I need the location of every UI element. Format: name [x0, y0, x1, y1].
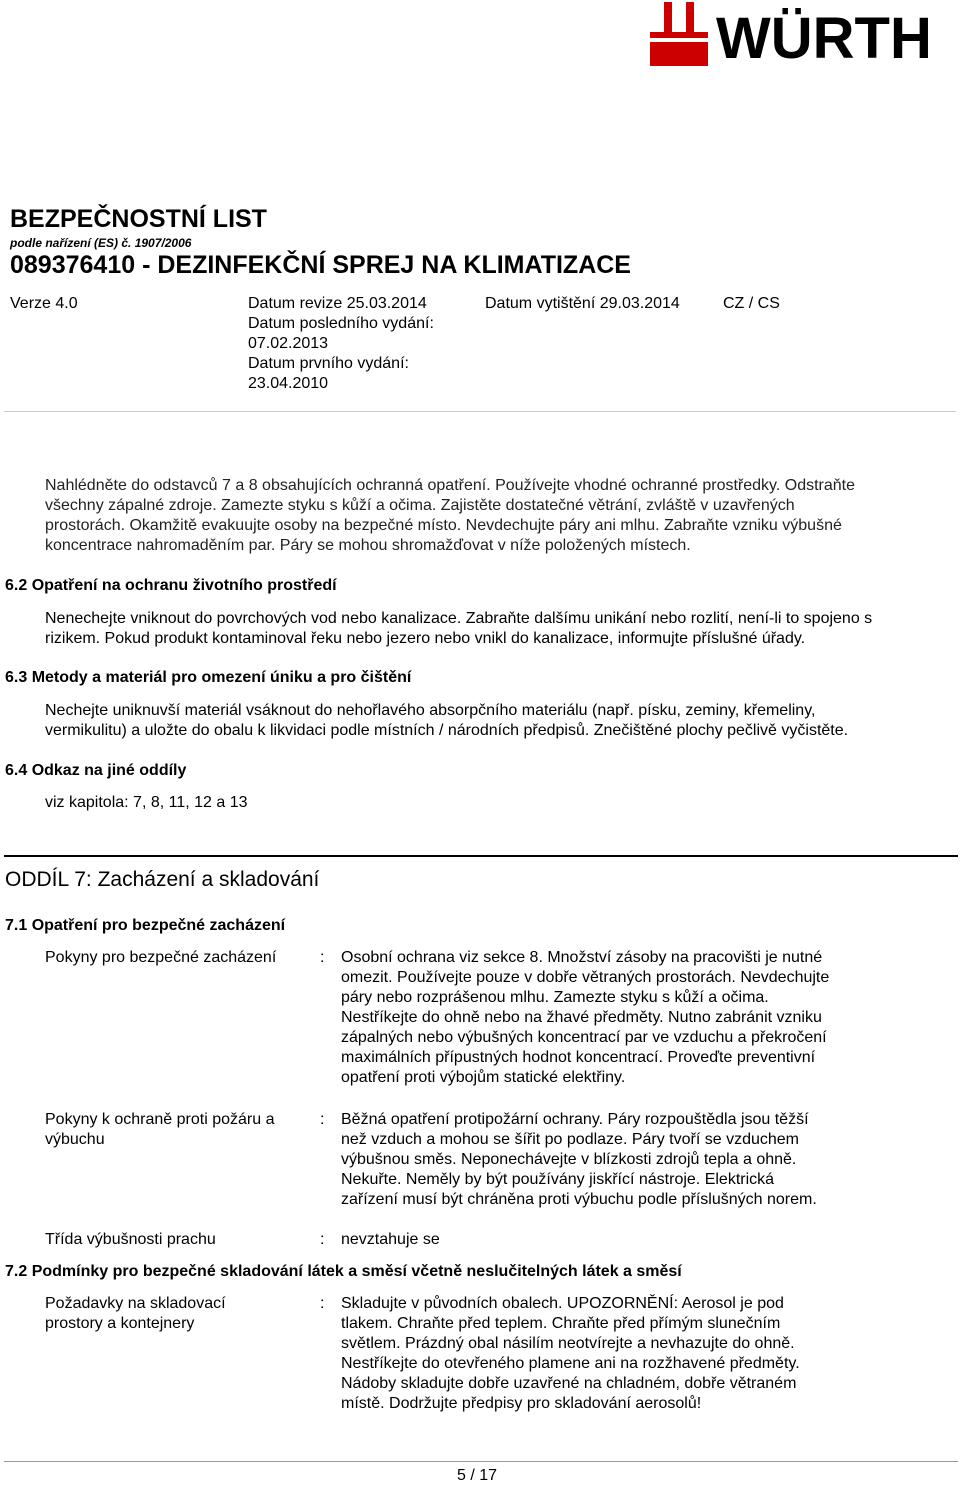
text-line: vermikulitu) a uložte do obalu k likvidaci podle místních / národních předpisů. Znečištěné plochy pečlivě vyčistěte.	[45, 722, 849, 739]
first-issue-date: 23.04.2010	[248, 375, 329, 392]
product-title: 089376410 - DEZINFEKČNÍ SPREJ NA KLIMATIZACE	[10, 251, 631, 279]
fire-protection-value	[341, 1110, 901, 1210]
section-6-3-heading: 6.3 Metody a materiál pro omezení úniku a pro čištění	[5, 669, 412, 686]
version: Verze 4.0	[10, 295, 78, 312]
wurth-logo-mark	[648, 2, 960, 66]
section-6-2-text	[45, 609, 955, 649]
text-line: opatření proti výbojům statické elektřiny.	[341, 1069, 626, 1086]
colon: :	[320, 1111, 325, 1128]
text-line: Nenechejte vniknout do povrchových vod nebo kanalizace. Zabraňte dalšímu unikání nebo rozlití, není-li to spojeno s	[45, 610, 873, 627]
section-6-4-heading: 6.4 Odkaz na jiné oddíly	[5, 762, 187, 779]
regulation-subtitle: podle nařízení (ES) č. 1907/2006	[10, 236, 192, 250]
colon: :	[320, 949, 325, 966]
text-line: koncentrace nahromaděním par. Páry se mohou shromažďovat v níže položených místech.	[45, 537, 691, 554]
text-line: tlakem. Chraňte před teplem. Chraňte před přímým slunečním	[341, 1315, 781, 1332]
wurth-logo-text: WÜRTH	[716, 6, 932, 66]
revision-date: Datum revize 25.03.2014	[248, 295, 427, 312]
last-issue-label: Datum posledního vydání:	[248, 315, 434, 332]
text-line: světlem. Prázdný obal násilím neotvírejte a nevhazujte do ohně.	[341, 1335, 795, 1352]
text-line: výbušnou směs. Neponechávejte v blízkosti zdrojů tepla a ohně.	[341, 1151, 797, 1168]
text-line: Nádoby skladujte dobře uzavřené na chladném, dobře větraném	[341, 1375, 797, 1392]
text-line: než vzduch a mohou se šířit po podlaze. Páry tvoří se vzduchem	[341, 1131, 800, 1148]
handling-value	[341, 948, 901, 1088]
text-line: prostorách. Okamžitě evakuujte osoby na bezpečné místo. Nevdechujte páry ani mlhu. Zabraňte vzniku výbušné	[45, 517, 842, 534]
header-divider	[4, 411, 956, 412]
page-number: 5 / 17	[457, 1467, 498, 1484]
text-line: místě. Dodržujte předpisy pro skladování aerosolů!	[341, 1395, 702, 1412]
text-line: páry nebo rozprášenou mlhu. Zamezte styku s kůží a očima.	[341, 989, 769, 1006]
section-6-3-text	[45, 701, 955, 741]
first-issue-label: Datum prvního vydání:	[248, 355, 409, 372]
text-line: rizikem. Pokud produkt kontaminoval řeku nebo jezero nebo vnikl do kanalizace, informujte příslušné úřady.	[45, 630, 806, 647]
text-line: Osobní ochrana viz sekce 8. Množství zásoby na pracovišti je nutné	[341, 949, 823, 966]
colon: :	[320, 1231, 325, 1248]
text-line: Nechejte uniknuvší materiál vsáknout do nehořlavého absorpčního materiálu (např. písku, zeminy, křemeliny,	[45, 702, 816, 719]
last-issue-date: 07.02.2013	[248, 335, 329, 352]
text-line: zařízení musí být chráněna proti výbuchu podle příslušných norem.	[341, 1191, 817, 1208]
text-line: Nestříkejte do ohně nebo na žhavé předměty. Nutno zabránit vzniku	[341, 1009, 822, 1026]
text-line: zápalných nebo výbušných koncentrací par ve vzduchu a překročení	[341, 1029, 827, 1046]
storage-label: Požadavky na skladovací prostory a kontejnery	[45, 1295, 226, 1332]
section-7-1-heading: 7.1 Opatření pro bezpečné zacházení	[5, 917, 286, 934]
section-6-2-heading: 6.2 Opatření na ochranu životního prostředí	[5, 577, 337, 594]
dust-class-value: nevztahuje se	[341, 1231, 440, 1248]
storage-value	[341, 1294, 901, 1414]
handling-label: Pokyny pro bezpečné zacházení	[45, 949, 277, 966]
wurth-logo	[648, 2, 960, 66]
text-line: Skladujte v původních obalech. UPOZORNĚNÍ: Aerosol je pod	[341, 1295, 784, 1312]
section-6-4-text: viz kapitola: 7, 8, 11, 12 a 13	[45, 794, 248, 811]
section-divider	[4, 855, 958, 857]
print-date: Datum vytištění 29.03.2014	[485, 295, 680, 312]
intro-paragraph	[45, 476, 955, 556]
language-code: CZ / CS	[723, 295, 780, 312]
text-line: Běžná opatření protipožární ochrany. Páry rozpouštědla jsou těžší	[341, 1111, 809, 1128]
text-line: všechny zápalné zdroje. Zamezte styku s kůží a očima. Zajistěte dostatečné větrání, zvláště v uzavřených	[45, 497, 795, 514]
section-7-title: ODDÍL 7: Zacházení a skladování	[5, 868, 320, 891]
section-7-2-heading: 7.2 Podmínky pro bezpečné skladování látek a směsí včetně neslučitelných látek a směsí	[5, 1263, 682, 1280]
text-line: maximálních přípustných hodnot koncentrací. Proveďte preventivní	[341, 1049, 816, 1066]
dust-class-label: Třída výbušnosti prachu	[45, 1231, 216, 1248]
fire-protection-label: Pokyny k ochraně proti požáru a výbuchu	[45, 1111, 275, 1148]
document-title: BEZPEČNOSTNÍ LIST	[10, 205, 267, 233]
text-line: Nahlédněte do odstavců 7 a 8 obsahujících ochranná opatření. Používejte vhodné ochranné prostředky. Odstraňte	[45, 477, 856, 494]
colon: :	[320, 1295, 325, 1312]
text-line: omezit. Používejte pouze v dobře větraných prostorách. Nevdechujte	[341, 969, 830, 986]
text-line: Nekuřte. Neměly by být používány jiskřící nástroje. Elektrická	[341, 1171, 775, 1188]
text-line: Nestříkejte do otevřeného plamene ani na rozžhavené předměty.	[341, 1355, 800, 1372]
footer-divider	[4, 1461, 958, 1462]
